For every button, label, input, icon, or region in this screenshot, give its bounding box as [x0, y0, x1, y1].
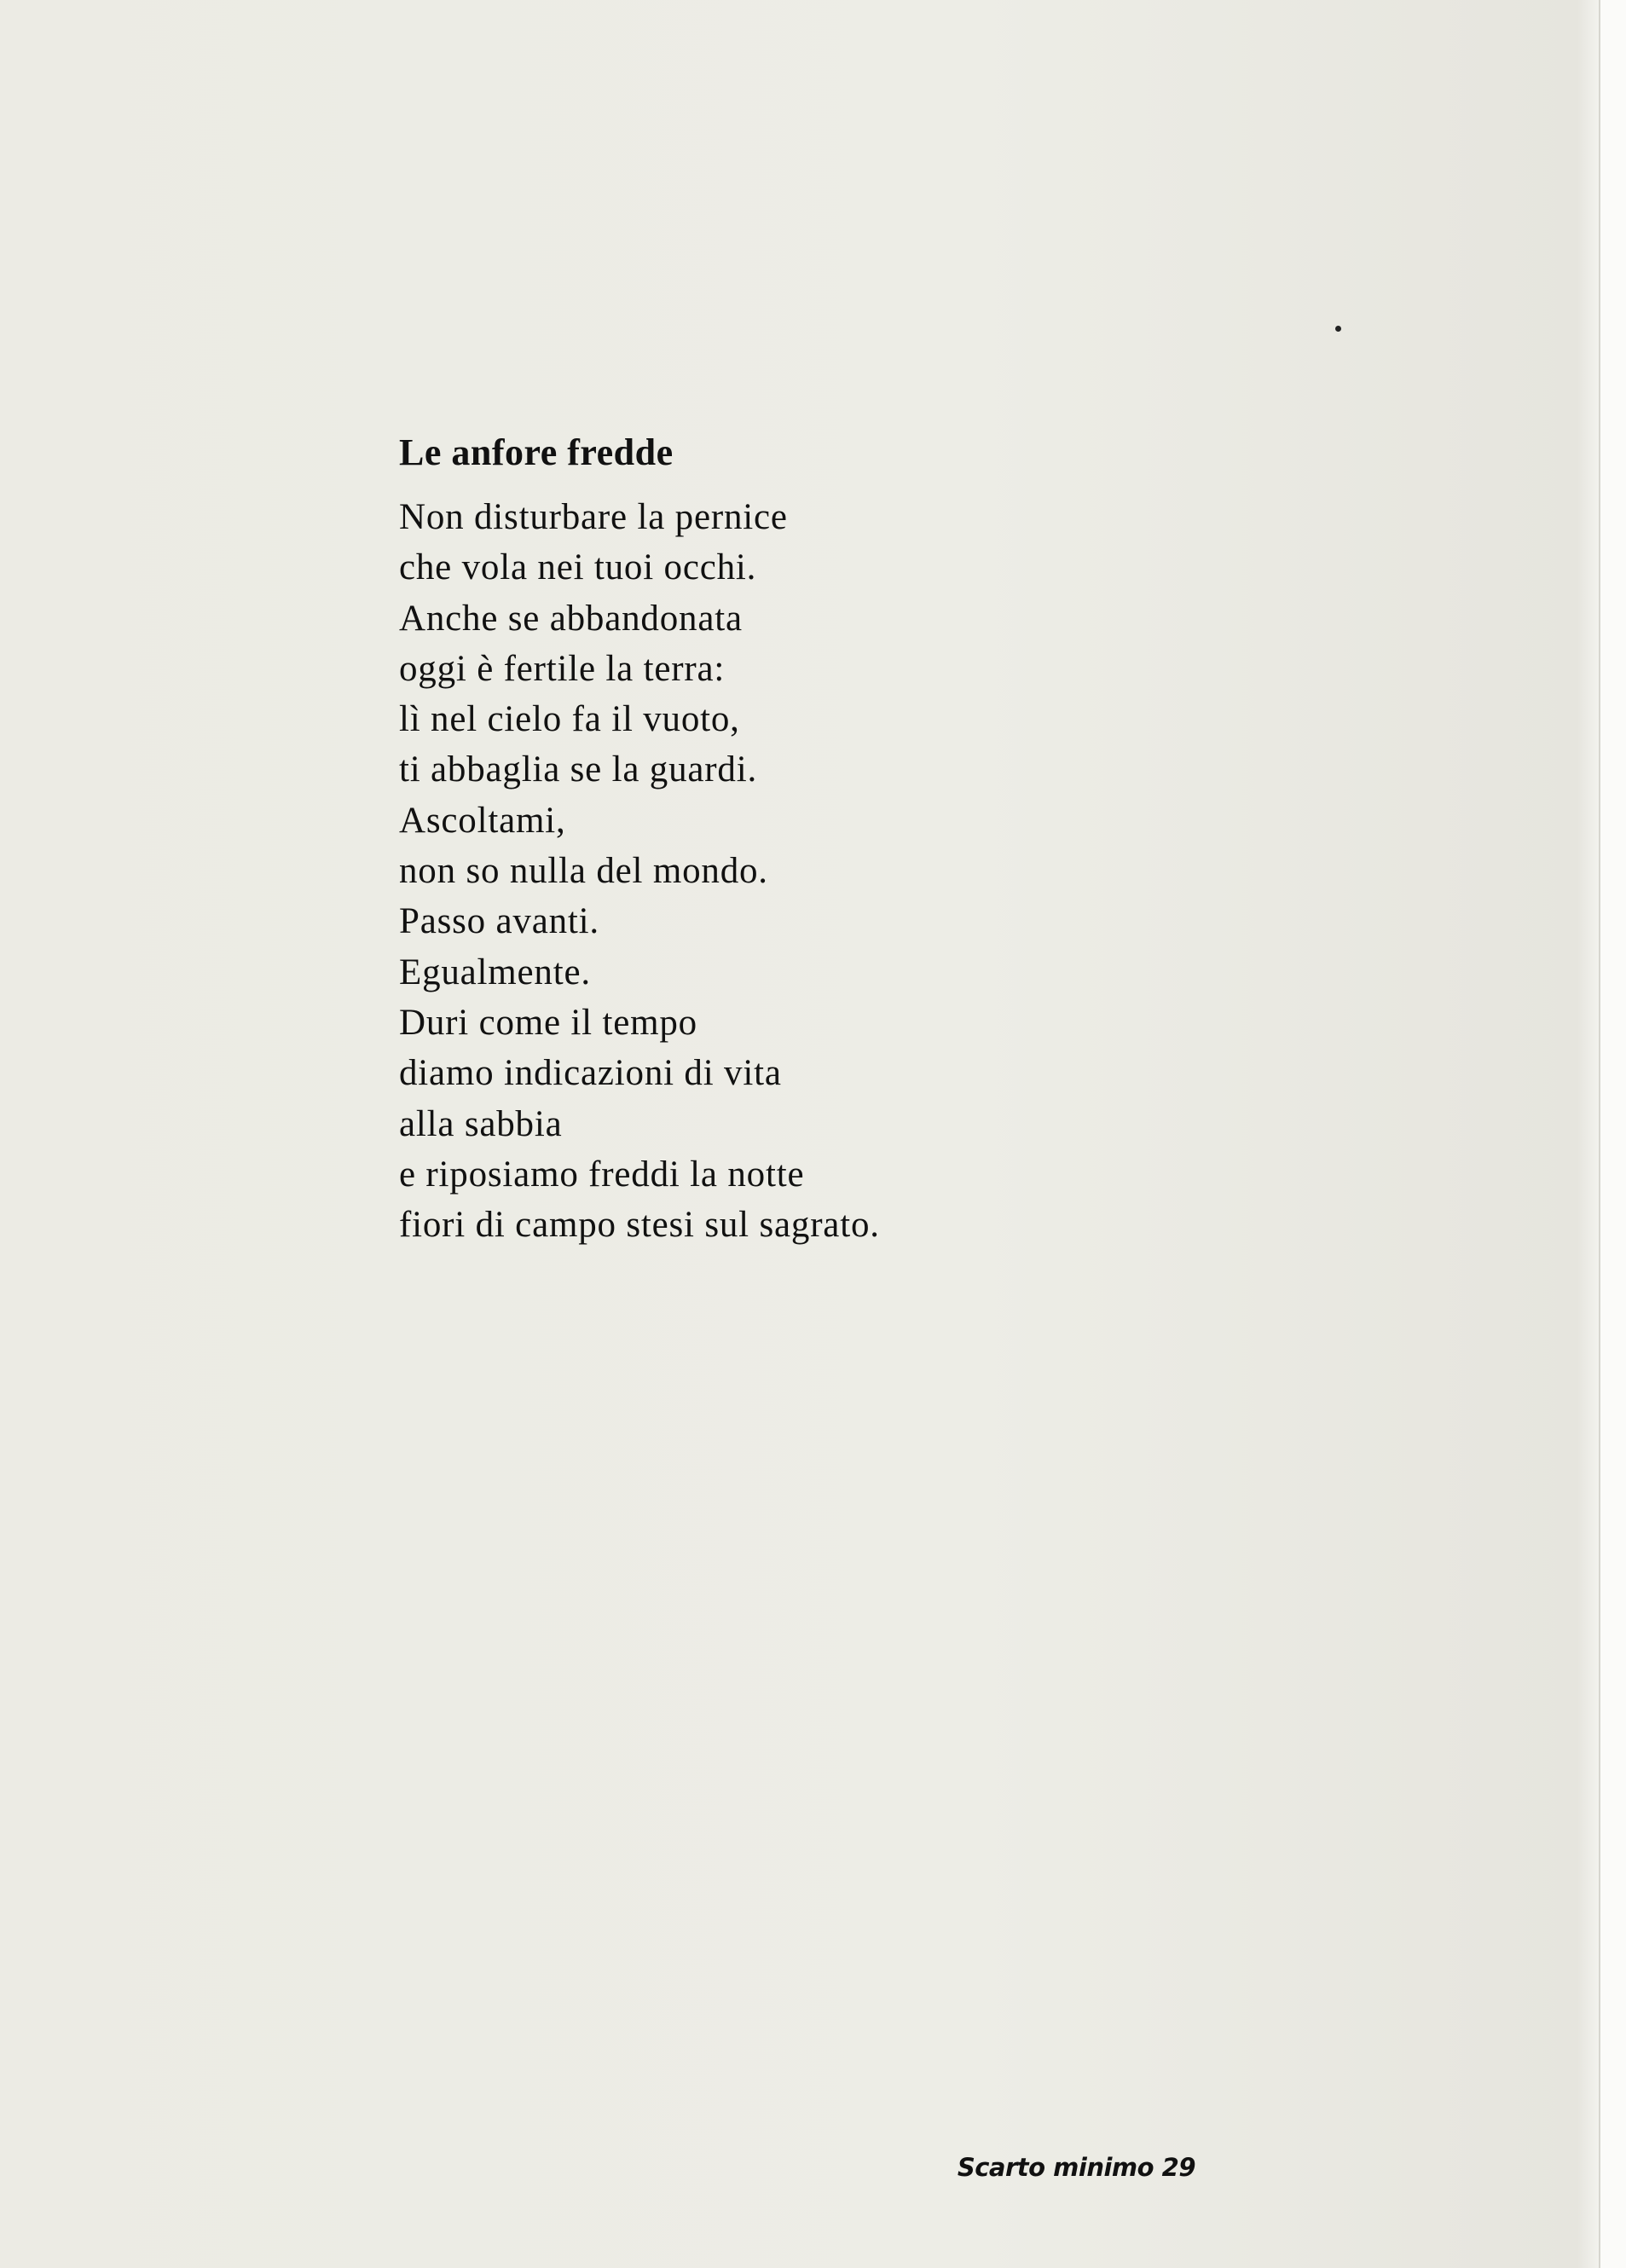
- page-edge: [1599, 0, 1626, 2268]
- poem-line: Non disturbare la pernice: [399, 497, 788, 537]
- poem-line: Ascoltami,: [399, 800, 566, 841]
- poem-line: Duri come il tempo: [399, 1002, 697, 1043]
- poem-line: Anche se abbandonata: [399, 598, 743, 639]
- poem-line: ti abbaglia se la guardi.: [399, 749, 757, 790]
- poem-line: e riposiamo freddi la notte: [399, 1154, 805, 1195]
- poem-line: fiori di campo stesi sul sagrato.: [399, 1205, 880, 1246]
- page-footer: Scarto minimo 29: [957, 2153, 1195, 2182]
- poem: [399, 422, 1252, 1250]
- poem-line: Egualmente.: [399, 952, 591, 992]
- poem-line: non so nulla del mondo.: [399, 851, 768, 892]
- poem-line: lì nel cielo fa il vuoto,: [399, 699, 740, 740]
- poem-line: diamo indicazioni di vita: [399, 1053, 782, 1094]
- poem-line: alla sabbia: [399, 1103, 563, 1144]
- poem-line: che vola nei tuoi occhi.: [399, 547, 757, 588]
- ink-speck: [1335, 326, 1341, 332]
- poem-line: Passo avanti.: [399, 901, 599, 942]
- poem-title: Le anfore fredde: [399, 431, 674, 473]
- poem-line: oggi è fertile la terra:: [399, 648, 726, 689]
